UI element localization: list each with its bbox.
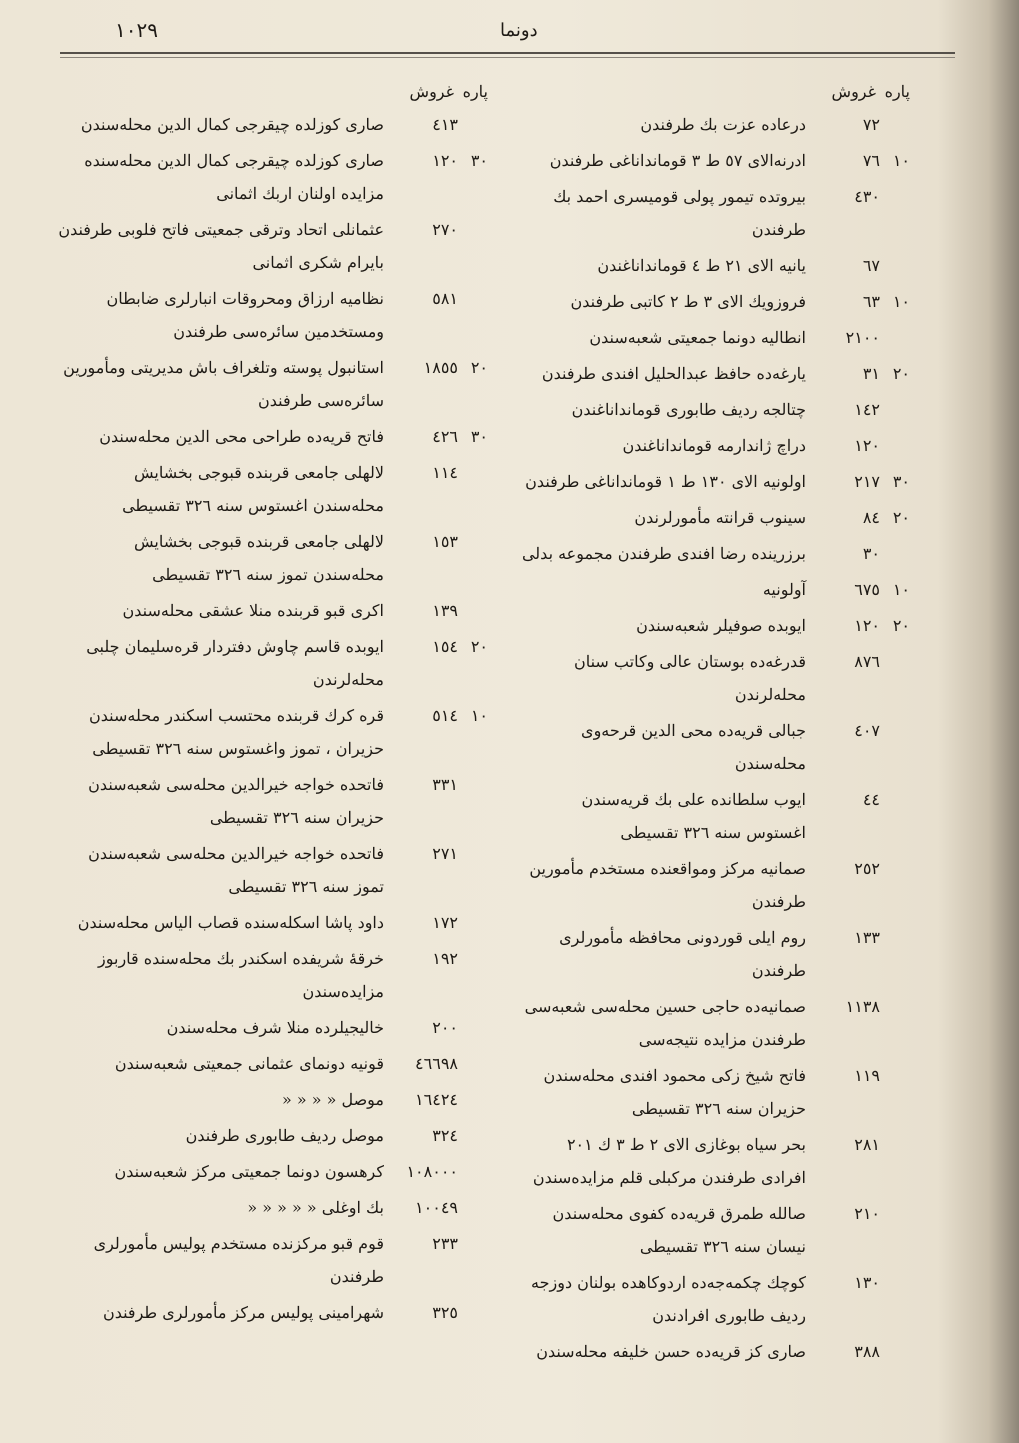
entry-description: درعاده عزت بك طرفندن <box>640 115 806 134</box>
entry-kurus: ٢٣٣ <box>432 1234 458 1253</box>
ledger-entry <box>58 768 488 834</box>
entry-kurus: ١٣٩ <box>432 601 458 620</box>
entry-kurus: ٣٨٨ <box>854 1342 880 1361</box>
ledger-entry <box>58 525 488 591</box>
entry-para: ٢٠ <box>470 637 488 656</box>
entry-para: ٢٠ <box>892 616 910 635</box>
ledger-entry <box>518 1335 910 1368</box>
entry-kurus: ٨٧٦ <box>854 652 880 671</box>
ledger-entry <box>518 573 910 606</box>
ledger-entry <box>518 852 910 918</box>
entry-kurus: ١٨٥٥ <box>423 358 458 377</box>
entry-kurus: ١٥٣ <box>432 532 458 551</box>
entry-kurus: ١٢٠ <box>854 616 880 635</box>
entry-kurus: ٤٤ <box>862 790 880 809</box>
ledger-entry <box>518 1266 910 1332</box>
entry-description: قونيه دونمای عثمانی جمعيتی شعبه‌سندن <box>114 1054 384 1073</box>
header-rule <box>60 52 955 54</box>
entry-kurus: ٢١٠٠ <box>845 328 880 347</box>
entry-kurus: ١٤٢ <box>854 400 880 419</box>
ledger-entry <box>58 699 488 765</box>
entry-description: داود پاشا اسكله‌سنده قصاب الياس محله‌سندن <box>77 913 384 932</box>
ledger-entry <box>518 1197 910 1263</box>
entry-kurus: ١٩٢ <box>432 949 458 968</box>
entry-description: قدرغه‌ده بوستان عالی وكاتب سنان محله‌لرندن <box>573 652 806 704</box>
entry-kurus: ٢١٧ <box>854 472 880 491</box>
entry-description: بحر سياه بوغازی الای ٢ ط ٣ ك ٢٠١ افرادی طرفندن مركبلی قلم مزايده‌سندن <box>532 1135 806 1187</box>
entry-description: اولونيه الای ١٣٠ ط ١ قومانداناغی طرفندن <box>525 472 806 491</box>
entry-description: فاتحده خواجه خيرالدين محله‌سی شعبه‌سندن تموز سنه ٣٢٦ تقسيطی <box>88 844 384 896</box>
ledger-entry <box>58 144 488 210</box>
entry-para: ١٠ <box>892 580 910 599</box>
entry-description: موصل « « « « <box>281 1090 384 1109</box>
entry-description: لالهلی جامعی قربنده قبوجی بخشايش محله‌سندن اغستوس سنه ٣٢٦ تقسيطی <box>122 463 384 515</box>
entry-description: صاری كز قريه‌ده حسن خليفه محله‌سندن <box>536 1342 806 1361</box>
right-column <box>518 74 910 1371</box>
entry-kurus: ١٧٢ <box>432 913 458 932</box>
left-entries <box>58 108 488 1329</box>
ledger-entry <box>518 1128 910 1194</box>
ledger-entry <box>518 714 910 780</box>
entry-description: كوچك چكمه‌جه‌ده اردوكاهده بولنان دوزجه رديف طابوری افرادندن <box>531 1273 806 1325</box>
entry-description: صمانيه‌ده حاجی حسين محله‌سی شعبه‌سی طرفندن مزايده نتيجه‌سی <box>524 997 806 1049</box>
entry-kurus: ٣٠ <box>862 544 880 563</box>
entry-description: صمانيه مركز ومواقعنده مستخدم مأمورين طرفندن <box>529 859 806 911</box>
ledger-entry <box>518 357 910 390</box>
entry-kurus: ٦٧ <box>862 256 880 275</box>
ledger-entry <box>518 645 910 711</box>
entry-description: فاتحده خواجه خيرالدين محله‌سی شعبه‌سندن حزيران سنه ٣٢٦ تقسيطی <box>88 775 384 827</box>
ledger-entry <box>58 942 488 1008</box>
entry-kurus: ٣١ <box>862 364 880 383</box>
ledger-entry <box>518 609 910 642</box>
entry-kurus: ٣٢٤ <box>432 1126 458 1145</box>
header-para: پاره <box>884 81 910 101</box>
entry-kurus: ١١٣٨ <box>845 997 880 1016</box>
entry-kurus: ١١٩ <box>854 1066 880 1085</box>
entry-description: استانبول پوسته وتلغراف باش مديريتی ومأمورين سائره‌سی طرفندن <box>63 358 384 410</box>
header-kurus: غروش <box>409 81 454 101</box>
entry-kurus: ١٦٤٢٤ <box>415 1090 458 1109</box>
entry-description: روم ايلی قوردونی محافظه مأمورلری طرفندن <box>559 928 806 980</box>
entry-kurus: ٤٢٦ <box>432 427 458 446</box>
entry-para: ٣٠ <box>470 151 488 170</box>
entry-kurus: ١٢٠ <box>854 436 880 455</box>
header-rule-thin <box>60 57 955 58</box>
ledger-entry <box>518 537 910 570</box>
entry-description: ادرنه‌الای ٥٧ ط ٣ قومانداناغی طرفندن <box>549 151 806 170</box>
header-para: پاره <box>462 81 488 101</box>
entry-kurus: ١٠٠٤٩ <box>415 1198 458 1217</box>
ledger-entry <box>58 1119 488 1152</box>
entry-description: ايوب سلطانده علی بك قريه‌سندن اغستوس سنه ٣٢٦ تقسيطی <box>581 790 806 842</box>
ledger-entry <box>58 282 488 348</box>
ledger-entry <box>58 1011 488 1044</box>
entry-kurus: ٤٦٦٩٨ <box>415 1054 458 1073</box>
entry-para: ١٠ <box>470 706 488 725</box>
entry-description: اكری قبو قربنده منلا عشقی محله‌سندن <box>122 601 384 620</box>
entry-kurus: ٦٧٥ <box>854 580 880 599</box>
ledger-entry <box>58 837 488 903</box>
entry-kurus: ٤٠٧ <box>854 721 880 740</box>
ledger-entry <box>58 1191 488 1224</box>
ledger-entry <box>58 1083 488 1116</box>
entry-para: ٣٠ <box>470 427 488 446</box>
entry-kurus: ١١٤ <box>432 463 458 482</box>
entry-description: نظاميه ارزاق ومحروقات انبارلری ضابطان ومستخدمين سائره‌سی طرفندن <box>106 289 384 341</box>
entry-description: صاری كوزلده چيقرجی كمال الدين محله‌سنده مزايده اولنان اربك اثمانی <box>84 151 384 203</box>
entry-kurus: ٤٣٠ <box>854 187 880 206</box>
entry-description: فاتح شيخ زكی محمود افندی محله‌سندن حزيران سنه ٣٢٦ تقسيطی <box>543 1066 806 1118</box>
entry-description: دراچ ژاندارمه قومانداناغندن <box>622 436 806 455</box>
ledger-entry <box>58 351 488 417</box>
entry-kurus: ٢٥٢ <box>854 859 880 878</box>
entry-description: چتالجه رديف طابوری قومانداناغندن <box>571 400 806 419</box>
entry-kurus: ٢٧١ <box>432 844 458 863</box>
column-header <box>518 74 910 108</box>
entry-para: ١٠ <box>892 292 910 311</box>
entry-kurus: ١٣٣ <box>854 928 880 947</box>
entry-para: ١٠ <box>892 151 910 170</box>
ledger-entry <box>518 1059 910 1125</box>
entry-description: ايوبده صوفيلر شعبه‌سندن <box>636 616 806 635</box>
ledger-entry <box>518 429 910 462</box>
entry-kurus: ٧٦ <box>862 151 880 170</box>
entry-description: قوم قبو مركزنده مستخدم پوليس مأمورلری طرفندن <box>93 1234 384 1286</box>
entry-description: یانيه الای ٢١ ط ٤ قومانداناغندن <box>597 256 806 275</box>
ledger-entry <box>58 1227 488 1293</box>
entry-description: سينوب قرانته مأمورلرندن <box>634 508 806 527</box>
entry-kurus: ٢١٠ <box>854 1204 880 1223</box>
entry-kurus: ١٥٤ <box>432 637 458 656</box>
column-header <box>58 74 488 108</box>
entry-description: جبالی قريه‌ده محی الدين قرحه‌وی محله‌سندن <box>581 721 806 773</box>
entry-kurus: ٣٣١ <box>432 775 458 794</box>
ledger-entry <box>518 285 910 318</box>
entry-kurus: ١٠٨٠٠٠ <box>406 1162 458 1181</box>
ledger-entry <box>518 180 910 246</box>
entry-description: فروزويك الای ٣ ط ٢ كاتبی طرفندن <box>570 292 806 311</box>
entry-description: يارغه‌ده حافظ عبدالحليل افندی طرفندن <box>541 364 806 383</box>
entry-kurus: ١٢٠ <box>432 151 458 170</box>
entry-description: صالله طمرق قريه‌ده كفوی محله‌سندن نيسان سنه ٣٢٦ تقسيطی <box>552 1204 806 1256</box>
ledger-entry <box>58 213 488 279</box>
entry-para: ٣٠ <box>892 472 910 491</box>
entry-description: بيروتده تيمور پولی قوميسری احمد بك طرفندن <box>553 187 806 239</box>
page-header <box>60 14 960 48</box>
ledger-entry <box>518 249 910 282</box>
entry-description: لالهلی جامعی قربنده قبوجی بخشايش محله‌سندن تموز سنه ٣٢٦ تقسيطی <box>133 532 384 584</box>
header-kurus: غروش <box>831 81 876 101</box>
ledger-entry <box>518 465 910 498</box>
ledger-entry <box>518 108 910 141</box>
ledger-entry <box>58 456 488 522</box>
ledger-entry <box>58 108 488 141</box>
ledger-entry <box>58 630 488 696</box>
entry-kurus: ٢٨١ <box>854 1135 880 1154</box>
entry-description: كرهسون دونما جمعيتی مركز شعبه‌سندن <box>114 1162 384 1181</box>
entry-description: برزرينده رضا افندی طرفندن مجموعه بدلی <box>521 544 806 563</box>
ledger-entry <box>518 144 910 177</box>
ledger-entry <box>58 1296 488 1329</box>
running-title: دونما <box>500 20 538 41</box>
left-column <box>58 74 488 1332</box>
entry-kurus: ٤١٣ <box>432 115 458 134</box>
entry-description: شهرامينی پوليس مركز مأمورلری طرفندن <box>102 1303 384 1322</box>
ledger-entry <box>58 1047 488 1080</box>
entry-kurus: ٢٠٠ <box>432 1018 458 1037</box>
ledger-entry <box>518 393 910 426</box>
ledger-entry <box>58 420 488 453</box>
ledger-entry <box>58 906 488 939</box>
entry-description: انطاليه دونما جمعيتی شعبه‌سندن <box>589 328 806 347</box>
entry-kurus: ٥٨١ <box>432 289 458 308</box>
ledger-entry <box>518 501 910 534</box>
entry-description: ايوبده قاسم چاوش دفتردار قره‌سليمان چلبی محله‌لرندن <box>86 637 384 689</box>
entry-description: موصل رديف طابوری طرفندن <box>185 1126 384 1145</box>
entry-para: ٢٠ <box>892 508 910 527</box>
entry-description: صاری كوزلده چيقرجی كمال الدين محله‌سندن <box>80 115 384 134</box>
entry-description: فاتح قريه‌ده طراحی محی الدين محله‌سندن <box>99 427 384 446</box>
entry-description: خرقهٔ شريفده اسكندر بك محله‌سنده قاربوز مزايده‌سندن <box>98 949 384 1001</box>
ledger-entry <box>58 1155 488 1188</box>
ledger-entry <box>518 783 910 849</box>
entry-kurus: ٦٣ <box>862 292 880 311</box>
entry-para: ٢٠ <box>892 364 910 383</box>
ledger-entry <box>58 594 488 627</box>
entry-description: آولونيه <box>762 580 806 599</box>
entry-description: خاليجيلرده منلا شرف محله‌سندن <box>166 1018 384 1037</box>
entry-kurus: ٥١٤ <box>432 706 458 725</box>
right-entries <box>518 108 910 1368</box>
entry-kurus: ٣٢٥ <box>432 1303 458 1322</box>
entry-description: قره كرك قربنده محتسب اسكندر محله‌سندن حزيران ، تموز واغستوس سنه ٣٢٦ تقسيطی <box>89 706 384 758</box>
ledger-entry <box>518 990 910 1056</box>
entry-description: بك اوغلی « « « « « <box>247 1198 384 1217</box>
ledger-entry <box>518 921 910 987</box>
entry-kurus: ٨٤ <box>862 508 880 527</box>
entry-kurus: ٢٧٠ <box>432 220 458 239</box>
entry-kurus: ١٣٠ <box>854 1273 880 1292</box>
entry-para: ٢٠ <box>470 358 488 377</box>
entry-description: عثمانلی اتحاد وترقی جمعيتی فاتح فلوبی طرفندن بايرام شكری اثمانی <box>58 220 384 272</box>
ledger-entry <box>518 321 910 354</box>
page-number: ١٠٢٩ <box>115 18 158 42</box>
entry-kurus: ٧٢ <box>862 115 880 134</box>
